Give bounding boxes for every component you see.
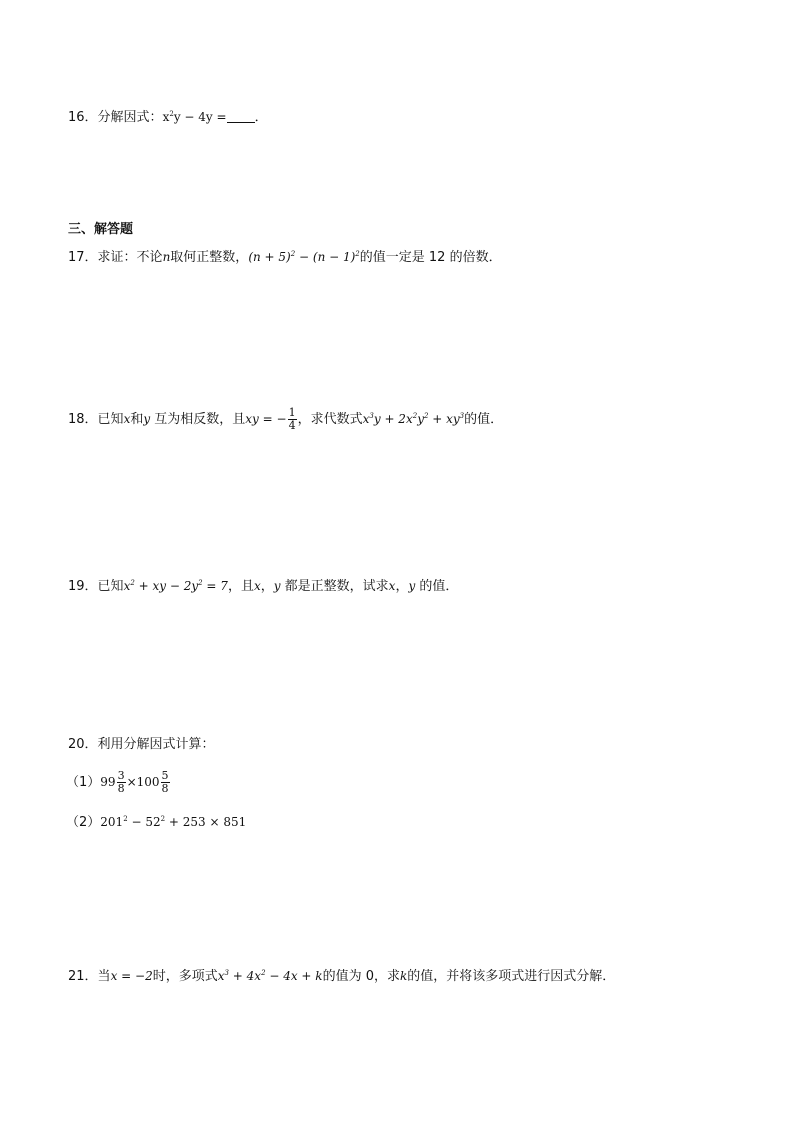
question-number: 17．: [68, 250, 98, 265]
question-21: [68, 966, 615, 987]
fraction: [161, 770, 170, 795]
question-number: 19．: [68, 579, 98, 594]
fraction-numerator: 3: [117, 769, 125, 782]
math-variable: n: [162, 250, 171, 264]
math-expression: $201^2 - 52^2 + 253 \times 851$: [100, 815, 247, 829]
question-text: 互为相反数，且: [150, 412, 246, 427]
math-expression: $x^3y + 2x^2y^2 + xy^3$: [362, 412, 465, 426]
question-number: 21．: [68, 969, 98, 984]
question-text: 求证：不论: [97, 250, 163, 265]
question-number: 20．: [68, 737, 98, 752]
question-text: 分解因式：: [97, 110, 163, 125]
math-expression: $(n + 5)^2 - (n - 1)^2$: [248, 250, 360, 264]
question-17: [68, 247, 502, 268]
question-text: 时，多项式: [152, 969, 218, 984]
math-variable: k: [399, 969, 408, 983]
question-text: 的值．: [415, 579, 459, 594]
fraction-numerator: 1: [288, 406, 296, 419]
question-text: 的值，并将该多项式进行因式分解．: [407, 969, 616, 984]
question-text: 的值为 0，求: [322, 969, 400, 984]
question-20-part-2: [66, 812, 246, 833]
punctuation: ．: [254, 110, 268, 125]
math-expression: $x^2$ + xy − $2y^2 = 7$: [123, 579, 228, 593]
question-text: ，且: [227, 579, 254, 594]
question-text: 的值一定是 12 的倍数．: [359, 250, 502, 265]
question-text: 都是正整数，试求: [280, 579, 389, 594]
punctuation: ，: [260, 579, 274, 594]
question-text: 已知: [97, 579, 124, 594]
math-variable: x: [253, 579, 261, 593]
math-variable: y: [408, 579, 416, 593]
part-label: （2）: [66, 815, 101, 830]
question-18: [68, 407, 503, 432]
question-19: [68, 576, 458, 597]
question-20: [68, 735, 215, 755]
question-number: 16．: [68, 110, 98, 125]
question-text: 已知: [97, 412, 124, 427]
fraction: [288, 407, 297, 432]
question-text: 当: [97, 969, 111, 984]
question-text: 和: [130, 412, 144, 427]
math-expression: ×100: [126, 775, 160, 789]
math-expression: $x^2y - 4y$ =: [162, 110, 227, 124]
section-heading: 三、解答题: [68, 222, 134, 237]
math-variable: x: [123, 412, 131, 426]
math-variable: x: [388, 579, 396, 593]
math-expression: $x^3 + 4x^2 - 4x + k$: [217, 969, 323, 983]
question-16: [68, 107, 268, 128]
fraction-denominator: 8: [161, 782, 169, 795]
fraction-numerator: 5: [161, 769, 169, 782]
question-20-part-1: [66, 770, 171, 795]
question-text: 利用分解因式计算：: [97, 737, 215, 752]
whole-number: 99: [100, 775, 116, 789]
fraction: [117, 770, 126, 795]
question-text: ，求代数式: [297, 412, 363, 427]
math-expression: x = −2: [110, 969, 153, 983]
punctuation: ，: [395, 579, 409, 594]
math-variable: y: [273, 579, 281, 593]
math-variable: y: [143, 412, 151, 426]
answer-blank: [227, 110, 255, 123]
math-expression: xy = −: [245, 412, 287, 426]
question-text: 取何正整数，: [170, 250, 249, 265]
fraction-denominator: 4: [288, 419, 296, 432]
part-label: （1）: [66, 775, 101, 790]
question-text: 的值．: [464, 412, 504, 427]
question-number: 18．: [68, 412, 98, 427]
fraction-denominator: 8: [117, 782, 125, 795]
